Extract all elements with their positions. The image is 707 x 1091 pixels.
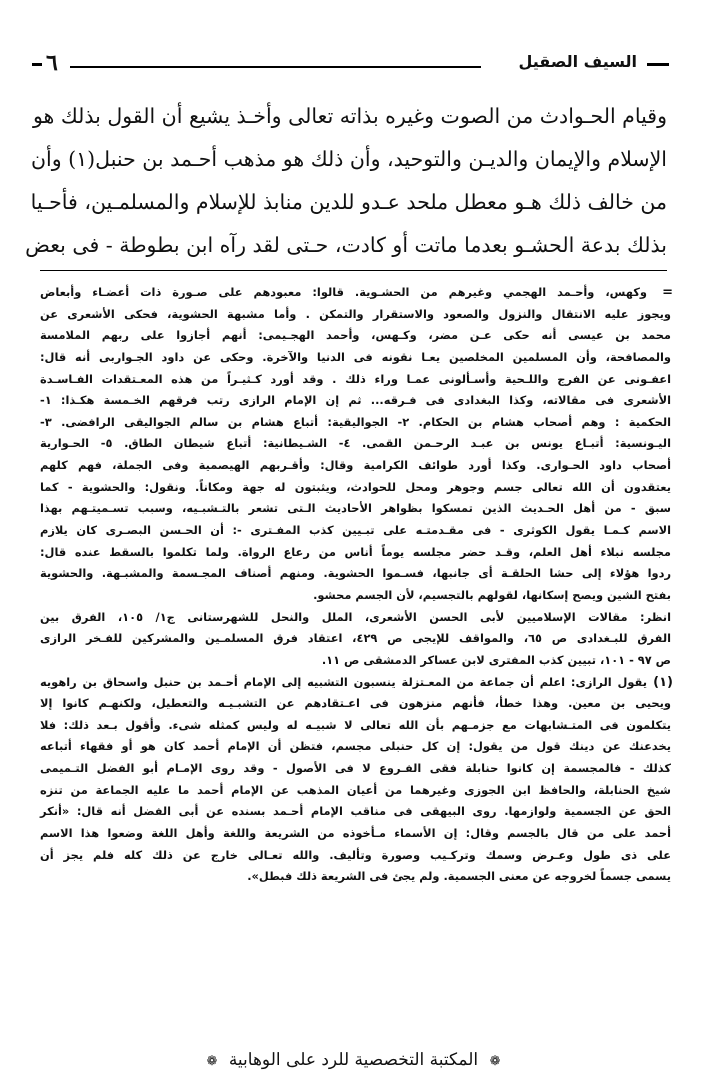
running-header xyxy=(36,44,671,84)
continuation-marker: = xyxy=(662,285,673,300)
note-line: بفتح الشين ويصح إسكانها، لقولهم بالتجسيم، لأن الجسم محشو. xyxy=(313,587,671,602)
main-line: الإسلام والإيمان والديـن والتوحيد، وأن ذلك هو مذهب أحـمد بن حنبل(١) وأن xyxy=(30,147,667,171)
footnote-1-marker: (١) xyxy=(653,674,673,690)
note-line: يخدعنك عن دينك قول من يقول: إن كل حنبلى مجسم، فتظن أن الإمام أحمد كان هو أو فقهاء أتباعه xyxy=(40,739,671,754)
note-line: انظر: مقالات الإسلاميين لأبى الحسن الأشعرى، الملل والنحل للشهرستانى ج١/ ١٠٥، الفرق بين xyxy=(40,609,671,624)
note-line: الفرق للبـغدادى ص ٦٥، والمواقف للإيجى ص ٤٢٩، اعتقاد فرق المسلمـين والمشركين للفـخر الرازى xyxy=(40,631,672,646)
note-line: يتكلمون فى المتـشابهات مع جزمـهم بأن الله تعالى لا شبيـه له وليس كمثله شىء. وأقول بـعد ذلك: فلا xyxy=(40,717,671,732)
library-name: المكتبة التخصصية للرد على الوهابية xyxy=(228,1050,479,1070)
note-line: الحق عن الجسمية ولوازمها. روى البيهقى فى مناقب الإمام أحـمد بسنده عن أبى الفضل أنه قال: «أنكر xyxy=(40,804,671,819)
note-line: أحمد على من قال بالجسم وقال: إن الأسماء مـأخوذه من الشريعة واللغة وأهل اللغة وضعوا هذا الاسم xyxy=(40,826,671,841)
note-line: اليـونسية: أتبـاع يونس بن عبـد الرحـمن القمى. ٤- الشـيطانية: أتباع شيطان الطاق. ٥- الحـوارية xyxy=(40,436,671,451)
library-footer xyxy=(0,1050,707,1070)
footnotes xyxy=(40,282,671,888)
main-line: بذلك بدعة الحشـو بعدما ماتت أو كادت، حـتى لقد رآه ابن بطوطة - فى بعض xyxy=(25,233,667,257)
note-line: محمد بن عيسى أنه حكى عـن مضر، وكـهس، وأحمد الهجـيمى: أنهم أجازوا على ربهم الملامسة xyxy=(40,328,671,343)
note-line: الحكمية : وهم أصحاب هشام بن الحكام. ٢- الجواليقية: أتباع هشام بن سالم الجواليقى الرافضى. ٣- xyxy=(40,414,671,429)
note-line: ص ٩٧ - ١٠١، تبيين كذب المفترى لابن عساكر الدمشقى ص ١١. xyxy=(321,652,671,667)
note-line: على ذى طول وعـرض وسمك وتركـيب وصورة وتأليف. والله تعـالى خارج عن ذلك كله فلم يجز أن xyxy=(40,847,671,862)
note-line: الاسم كـمـا يقول الكوثرى - فى مقـدمتـه على تبـيين كذب المفـترى -: أن الحـسن البصـرى كان يلازم xyxy=(40,523,671,538)
note-line: كذلك - فالمجسمة إن كانوا حنابلة فقى الفـروع لا فى الأصول - وقد روى الإمـام أبو الفضل التـميمى xyxy=(40,761,671,776)
main-line: من خالف ذلك هـو معطل ملحد عـدو للدين منابذ للإسلام والمسلمـين، فأحـيا xyxy=(30,190,667,214)
note-line: (١) يقول الرازى: اعلم أن جماعة من المعـتزلة ينسبون التشبيه إلى الإمام أحـمد بن حنبل واسحاق بن راهويه xyxy=(40,672,671,694)
note-line: شيخ الحنابلة، والحافظ ابن الجوزى وغيرهما من أعيان المذهب عن الإمام أحمد ما عليه الجماعة من تنزه xyxy=(40,782,671,797)
main-line: وقيام الحـوادث من الصوت وغيره بذاته تعالى وأخـذ يشيع أن القول بذلك هو xyxy=(32,104,667,128)
note-line: ردوا هؤلاء إلى حشا الحلقـة أى جانبها، فسـموا الحشوية. ومنهم أصناف المجـسمة والمشبـهة. والحشوية xyxy=(40,566,671,581)
main-text xyxy=(25,95,667,267)
note-line: سبق - من أهل الحـديث الذين تمسكوا بظواهر الأحاديث الـتى تشعر بالتـشبـيه، وسبب تسـميتـهم بهذا xyxy=(40,501,671,516)
page-number: ٦ xyxy=(42,50,62,76)
book-title: السيف الصقيل xyxy=(512,52,643,71)
note-line: = وكهس، وأحـمد الهجمي وغيرهم من الحشـوية. قالوا: معبودهم على صـورة ذات أعضـاء وأبعاض xyxy=(40,282,671,304)
note-line: مجلسه نبلاء أهل العلم، وقـد حضر مجلسه يوماً أناس من رعاع الرواة. ولما تكلموا بالسقط عنده قال: xyxy=(40,544,671,559)
note-line: يعتقدون أن الله تعالى جسم وجوهر ومحل للحوادث، ويثبتون له جهة ومكاناً. ونقول: والحشوية - كما xyxy=(40,479,671,494)
note-line: الأشعرى فى مقالاته، وكذا البغدادى فى فـرقه... ثم إن الإمام الرازى رتب فرقهم الخـمسة هكـذا: ١- xyxy=(40,393,671,408)
note-line: يسمى جسماً لخروجه عن معنى الجسمية. ولم يجئ فى الشريعة ذلك فبطل». xyxy=(247,869,671,884)
note-line: ويحيى بن معين. وهذا خطأ، فأنهم منزهون فى اعـتقادهم عن التشبـيـه والتعطيل، ولكنهـم كانوا إلا xyxy=(40,696,671,711)
note-line: اعفـونى عن الفرج واللـحية وأسـألونى عمـا وراء ذلك . وقد أورد كـثيـراً من هذه المعـتقدات الفـاسـدة xyxy=(40,371,671,386)
header-dash-right xyxy=(647,63,669,66)
footnote-separator xyxy=(40,270,667,271)
ornament-icon: ❁ xyxy=(489,1054,501,1069)
note-line: ويجوز عليه الانتقال والنزول والصعود والاستقرار والتمكن . وأما مشبهة الحشوية، فحكى الأشعرى عن xyxy=(40,306,671,321)
note-line: أصحاب داود الحـوارى. وكذا أورد طوائف الكرامية وقال: وأقـربهم الهيصمية وفى الجملة، فهم كلهم xyxy=(40,458,671,473)
ornament-icon: ❁ xyxy=(206,1054,218,1069)
note-line: والمصافحة، وأن المسلمين المخلصين يعـا نقونه فى الدنيا والآخرة. وحكى عن داود الجـواربى أنه قال: xyxy=(40,349,671,364)
header-rule xyxy=(70,66,481,68)
